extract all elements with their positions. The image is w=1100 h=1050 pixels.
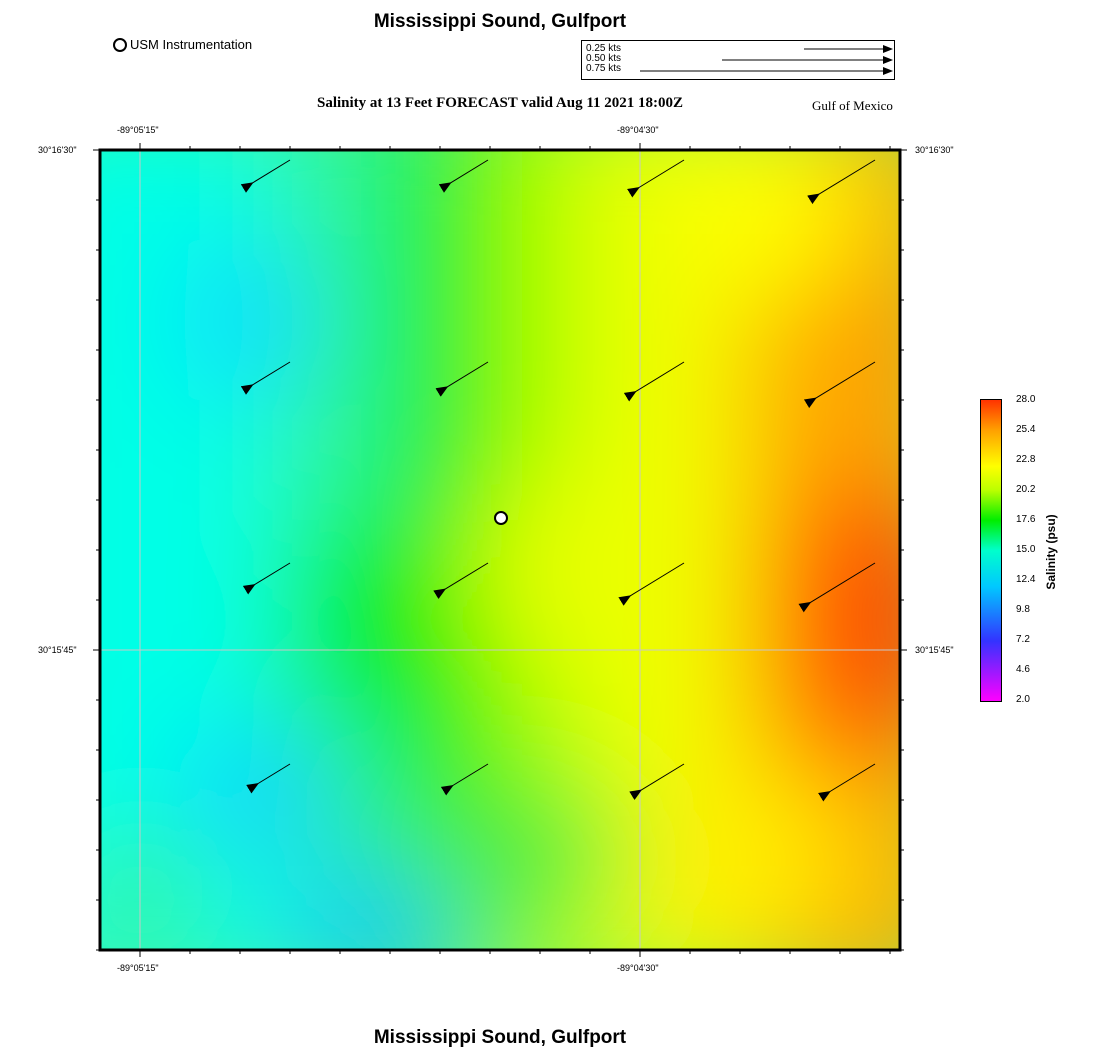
bottom-title: Mississippi Sound, Gulfport (373, 1027, 627, 1048)
usm-legend-label: USM Instrumentation (130, 37, 253, 52)
colorbar-label: 7.2 (1016, 634, 1030, 645)
colorbar-label: 22.8 (1016, 454, 1036, 465)
colorbar-label: 4.6 (1016, 664, 1030, 675)
lon-tick-top-1: -89°05'15" (117, 125, 159, 135)
usm-station-marker (495, 512, 507, 524)
lat-tick-left-2: 30°15'45" (38, 645, 77, 655)
lat-tick-right-2: 30°15'45" (915, 645, 954, 655)
scale-label-025: 0.25 kts (586, 43, 622, 54)
colorbar-title: Salinity (psu) (1044, 514, 1058, 590)
lon-tick-bottom-2: -89°04'30" (617, 963, 659, 973)
colorbar-label: 25.4 (1016, 424, 1036, 435)
colorbar-label: 17.6 (1016, 514, 1036, 525)
colorbar-label: 9.8 (1016, 604, 1030, 615)
salinity-field (0, 100, 960, 1000)
scale-label-075: 0.75 kts (586, 63, 622, 74)
lon-tick-bottom-1: -89°05'15" (117, 963, 159, 973)
map-subtitle: Salinity at 13 Feet FORECAST valid Aug 11 2021 18:00Z (316, 95, 683, 111)
scale-label-050: 0.50 kts (586, 53, 622, 64)
colorbar-label: 2.0 (1016, 694, 1030, 705)
colorbar-label: 28.0 (1016, 394, 1036, 405)
colorbar-label: 20.2 (1016, 484, 1036, 495)
colorbar-label: 15.0 (1016, 544, 1036, 555)
region-label: Gulf of Mexico (812, 98, 893, 113)
colorbar-label: 12.4 (1016, 574, 1036, 585)
lat-tick-right-1: 30°16'30" (915, 145, 954, 155)
lat-tick-left-1: 30°16'30" (38, 145, 77, 155)
salinity-colorbar (980, 399, 1002, 702)
page-title: Mississippi Sound, Gulfport (373, 11, 627, 32)
lon-tick-top-2: -89°04'30" (617, 125, 659, 135)
